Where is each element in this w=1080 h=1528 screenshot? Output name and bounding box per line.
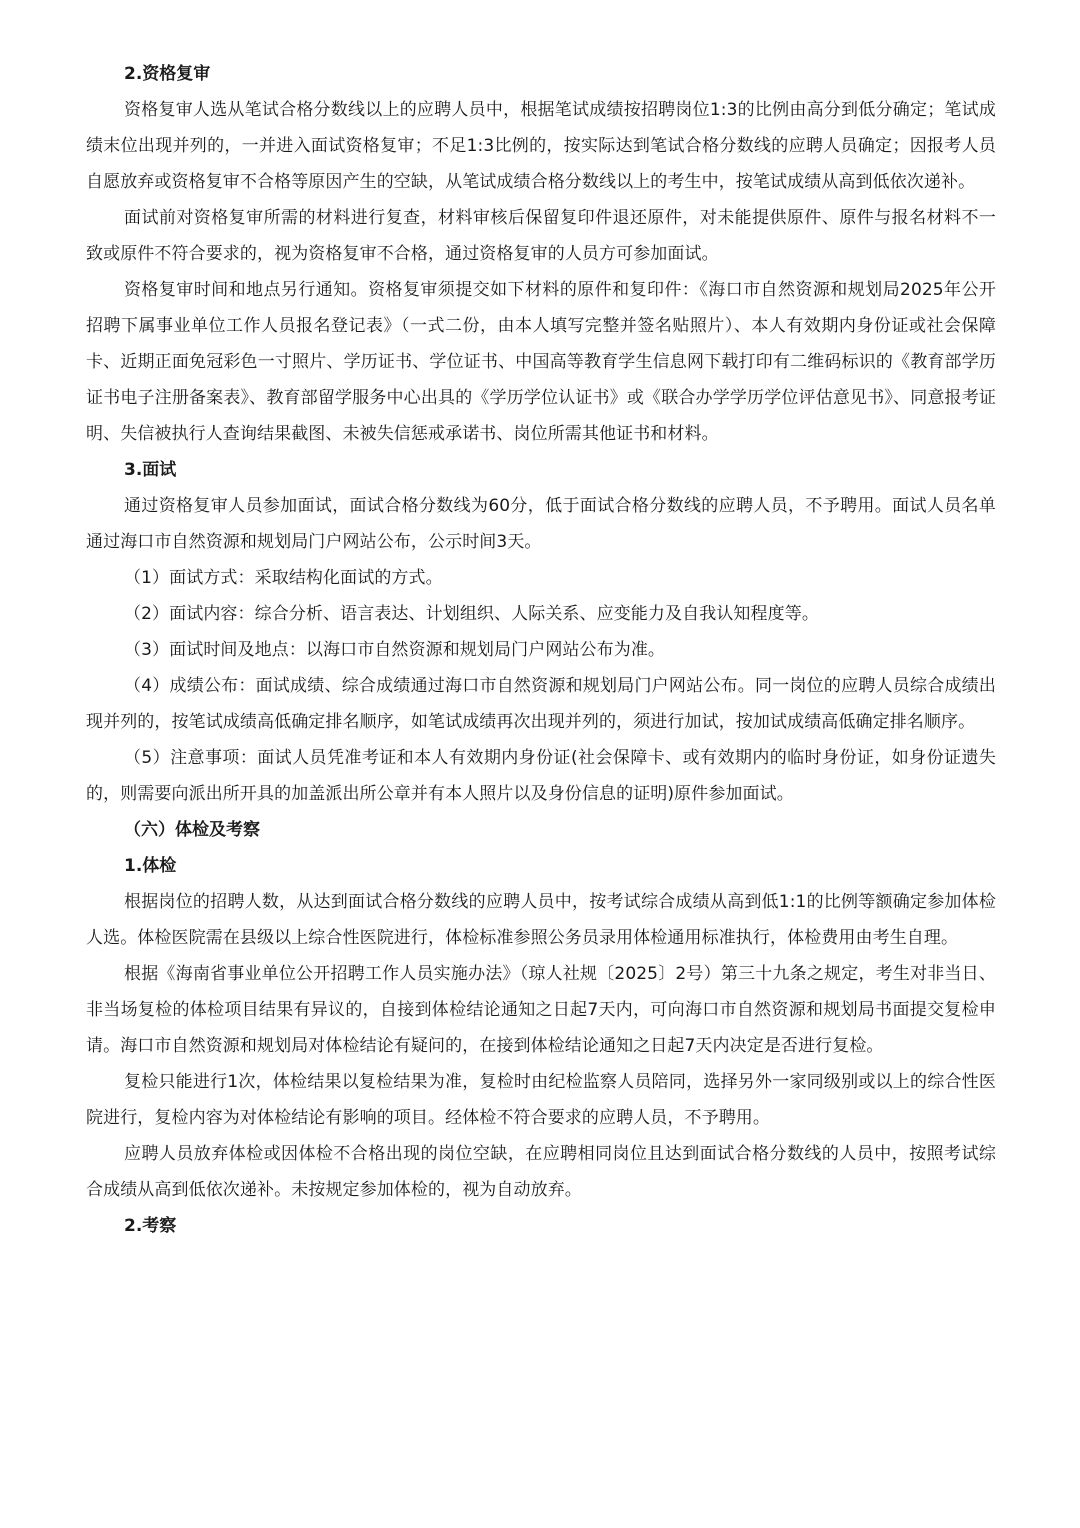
heading-physical-exam-and-inspection: （六）体检及考察 bbox=[124, 820, 260, 840]
paragraph: （5）注意事项：面试人员凭准考证和本人有效期内身份证(社会保障卡、或有效期内的临时身份证，如身份证遗失的，则需要向派出所开具的加盖派出所公章并有本人照片以及身份信息的证明)原件参加面试。 bbox=[86, 748, 996, 804]
heading-physical-exam: 1.体检 bbox=[124, 856, 177, 876]
paragraph: （4）成绩公布：面试成绩、综合成绩通过海口市自然资源和规划局门户网站公布。同一岗位的应聘人员综合成绩出现并列的，按笔试成绩高低确定排名顺序，如笔试成绩再次出现并列的，须进行加试，按加试成绩高低确定排名顺序。 bbox=[86, 676, 996, 732]
paragraph: 根据岗位的招聘人数，从达到面试合格分数线的应聘人员中，按考试综合成绩从高到低1:1的比例等额确定参加体检人选。体检医院需在县级以上综合性医院进行，体检标准参照公务员录用体检通用标准执行，体检费用由考生自理。 bbox=[86, 892, 996, 948]
paragraph: 面试前对资格复审所需的材料进行复查，材料审核后保留复印件退还原件，对未能提供原件、原件与报名材料不一致或原件不符合要求的，视为资格复审不合格，通过资格复审的人员方可参加面试。 bbox=[86, 208, 996, 264]
heading-interview: 3.面试 bbox=[124, 460, 177, 480]
paragraph: 应聘人员放弃体检或因体检不合格出现的岗位空缺，在应聘相同岗位且达到面试合格分数线的人员中，按照考试综合成绩从高到低依次递补。未按规定参加体检的，视为自动放弃。 bbox=[86, 1144, 996, 1200]
paragraph: 根据《海南省事业单位公开招聘工作人员实施办法》（琼人社规〔2025〕2号）第三十九条之规定，考生对非当日、非当场复检的体检项目结果有异议的，自接到体检结论通知之日起7天内，可向海口市自然资源和规划局书面提交复检申请。海口市自然资源和规划局对体检结论有疑问的，在接到体检结论通知之日起7天内决定是否进行复检。 bbox=[86, 964, 996, 1056]
heading-inspection: 2.考察 bbox=[124, 1216, 177, 1236]
paragraph: 资格复审时间和地点另行通知。资格复审须提交如下材料的原件和复印件：《海口市自然资源和规划局2025年公开招聘下属事业单位工作人员报名登记表》（一式二份，由本人填写完整并签名贴照片）、本人有效期内身份证或社会保障卡、近期正面免冠彩色一寸照片、学历证书、学位证书、中国高等教育学生信息网下载打印有二维码标识的《教育部学历证书电子注册备案表》、教育部留学服务中心出具的《学历学位认证书》或《联合办学学历学位评估意见书》、同意报考证明、失信被执行人查询结果截图、未被失信惩戒承诺书、岗位所需其他证书和材料。 bbox=[86, 280, 996, 444]
paragraph: （3）面试时间及地点：以海口市自然资源和规划局门户网站公布为准。 bbox=[124, 640, 666, 660]
paragraph: 资格复审人选从笔试合格分数线以上的应聘人员中，根据笔试成绩按招聘岗位1:3的比例由高分到低分确定；笔试成绩末位出现并列的，一并进入面试资格复审；不足1:3比例的，按实际达到笔试合格分数线的应聘人员确定；因报考人员自愿放弃或资格复审不合格等原因产生的空缺，从笔试成绩合格分数线以上的考生中，按笔试成绩从高到低依次递补。 bbox=[86, 100, 996, 192]
paragraph: （2）面试内容：综合分析、语言表达、计划组织、人际关系、应变能力及自我认知程度等。 bbox=[124, 604, 819, 624]
paragraph: （1）面试方式：采取结构化面试的方式。 bbox=[124, 568, 443, 588]
heading-qualification-review: 2.资格复审 bbox=[124, 64, 211, 84]
paragraph: 复检只能进行1次，体检结果以复检结果为准，复检时由纪检监察人员陪同，选择另外一家同级别或以上的综合性医院进行，复检内容为对体检结论有影响的项目。经体检不符合要求的应聘人员，不予聘用。 bbox=[86, 1072, 996, 1128]
paragraph: 通过资格复审人员参加面试，面试合格分数线为60分，低于面试合格分数线的应聘人员，不予聘用。面试人员名单通过海口市自然资源和规划局门户网站公布，公示时间3天。 bbox=[86, 496, 996, 552]
